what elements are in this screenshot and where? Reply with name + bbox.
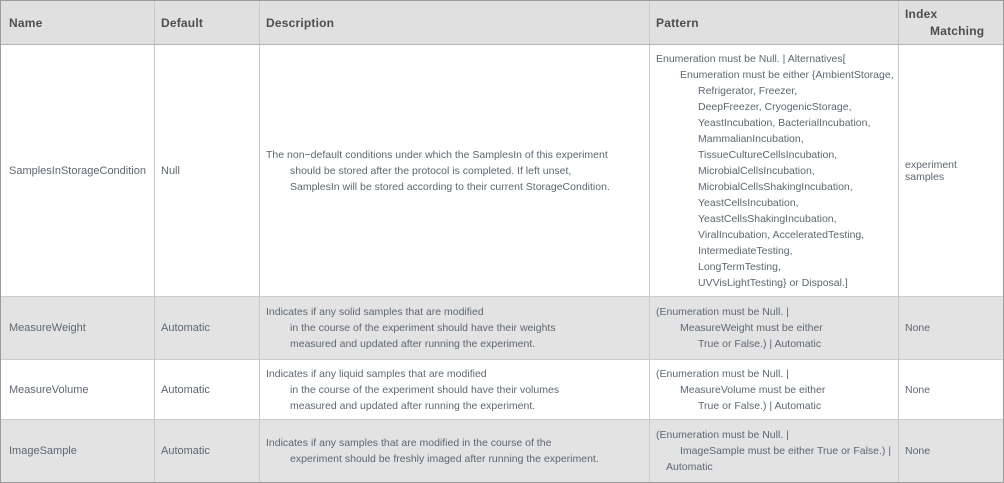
cell-pattern <box>650 45 899 296</box>
cell-index-matching <box>899 45 1003 296</box>
text-line: Indicates if any liquid samples that are modified <box>266 367 487 380</box>
table-row <box>1 360 1003 420</box>
table-row <box>1 45 1003 297</box>
header-pattern <box>650 1 899 44</box>
cell-lines <box>266 147 643 195</box>
cell-lines <box>656 304 892 352</box>
cell-text: None <box>905 322 931 334</box>
cell-option-name <box>1 360 155 419</box>
header-index-line1: Index <box>905 6 938 21</box>
table-header <box>1 1 1003 45</box>
cell-lines <box>656 366 892 414</box>
cell-index-matching <box>899 360 1003 419</box>
text-line: in the course of the experiment should have their weights <box>290 322 556 334</box>
text-line: The non−default conditions under which the SamplesIn of this experiment <box>266 148 608 161</box>
cell-text: Null <box>161 164 180 177</box>
text-line: Enumeration must be either {AmbientStorage, <box>680 68 894 81</box>
text-line: Indicates if any solid samples that are modified <box>266 306 484 318</box>
cell-text: experiment samples <box>905 158 957 183</box>
text-line: measured and updated after running the experiment. <box>290 338 536 350</box>
table-row <box>1 420 1003 482</box>
text-line: UVVisLightTesting} or Disposal.] <box>698 276 848 289</box>
header-default <box>155 1 260 44</box>
cell-option-name <box>1 45 155 296</box>
header-name <box>1 1 155 44</box>
cell-default-value <box>155 45 260 296</box>
text-line: YeastCellsIncubation, <box>698 196 799 209</box>
cell-text: Automatic <box>161 383 210 396</box>
cell-pattern <box>650 297 899 359</box>
cell-lines <box>266 366 643 414</box>
header-name-label: Name <box>9 15 43 30</box>
cell-option-name <box>1 420 155 482</box>
table-body <box>1 45 1003 482</box>
text-line: MammalianIncubation, <box>698 132 804 145</box>
text-line: YeastIncubation, BacterialIncubation, <box>698 116 871 129</box>
text-line: Enumeration must be Null. | Alternatives[ <box>656 52 846 65</box>
cell-lines <box>266 304 643 352</box>
header-index-line2: Matching <box>930 23 985 38</box>
text-line: True or False.) | Automatic <box>698 399 822 412</box>
cell-text: Automatic <box>161 322 210 334</box>
cell-text: Automatic <box>161 445 210 457</box>
cell-lines <box>656 51 892 291</box>
text-line: MicrobialCellsShakingIncubation, <box>698 180 853 193</box>
cell-option-name <box>1 297 155 359</box>
text-line: ImageSample must be either True or False.) | <box>680 445 892 457</box>
header-pattern-label: Pattern <box>656 15 699 30</box>
text-line: YeastCellsShakingIncubation, <box>698 212 837 225</box>
text-line: DeepFreezer, CryogenicStorage, <box>698 100 852 113</box>
cell-text: ImageSample <box>9 445 77 457</box>
header-index-matching-lines <box>905 6 997 40</box>
header-description <box>260 1 650 44</box>
text-line: should be stored after the protocol is completed. If left unset, <box>290 164 572 177</box>
cell-text: None <box>905 383 931 396</box>
text-line: SamplesIn will be stored according to their current StorageCondition. <box>290 180 610 193</box>
text-line: Refrigerator, Freezer, <box>698 84 798 97</box>
cell-description <box>260 420 650 482</box>
cell-lines <box>266 435 643 467</box>
cell-default-value <box>155 297 260 359</box>
text-line: Indicates if any samples that are modified in the course of the <box>266 437 552 449</box>
cell-text: MeasureWeight <box>9 322 86 334</box>
text-line: in the course of the experiment should have their volumes <box>290 383 560 396</box>
header-index-matching <box>899 1 1003 44</box>
text-line: (Enumeration must be Null. | <box>656 306 789 318</box>
cell-description <box>260 45 650 296</box>
text-line: Automatic <box>666 461 713 473</box>
text-line: MicrobialCellsIncubation, <box>698 164 815 177</box>
text-line: ViralIncubation, AcceleratedTesting, <box>698 228 865 241</box>
cell-pattern <box>650 360 899 419</box>
cell-text: None <box>905 445 931 457</box>
header-description-label: Description <box>266 15 335 30</box>
text-line: measured and updated after running the experiment. <box>290 399 536 412</box>
text-line: True or False.) | Automatic <box>698 338 822 350</box>
cell-description <box>260 297 650 359</box>
header-default-label: Default <box>161 15 204 30</box>
text-line: MeasureWeight must be either <box>680 322 823 334</box>
text-line: experiment should be freshly imaged after running the experiment. <box>290 453 599 465</box>
cell-index-matching <box>899 420 1003 482</box>
text-line: IntermediateTesting, <box>698 244 793 257</box>
cell-index-matching <box>899 297 1003 359</box>
text-line: LongTermTesting, <box>698 260 781 273</box>
text-line: (Enumeration must be Null. | <box>656 367 789 380</box>
text-line: MeasureVolume must be either <box>680 383 826 396</box>
cell-pattern <box>650 420 899 482</box>
cell-lines <box>656 427 892 475</box>
cell-default-value <box>155 360 260 419</box>
cell-text: MeasureVolume <box>9 383 89 396</box>
text-line: TissueCultureCellsIncubation, <box>698 148 838 161</box>
cell-default-value <box>155 420 260 482</box>
text-line: (Enumeration must be Null. | <box>656 429 789 441</box>
cell-description <box>260 360 650 419</box>
cell-text: SamplesInStorageCondition <box>9 164 146 177</box>
table-row <box>1 297 1003 360</box>
